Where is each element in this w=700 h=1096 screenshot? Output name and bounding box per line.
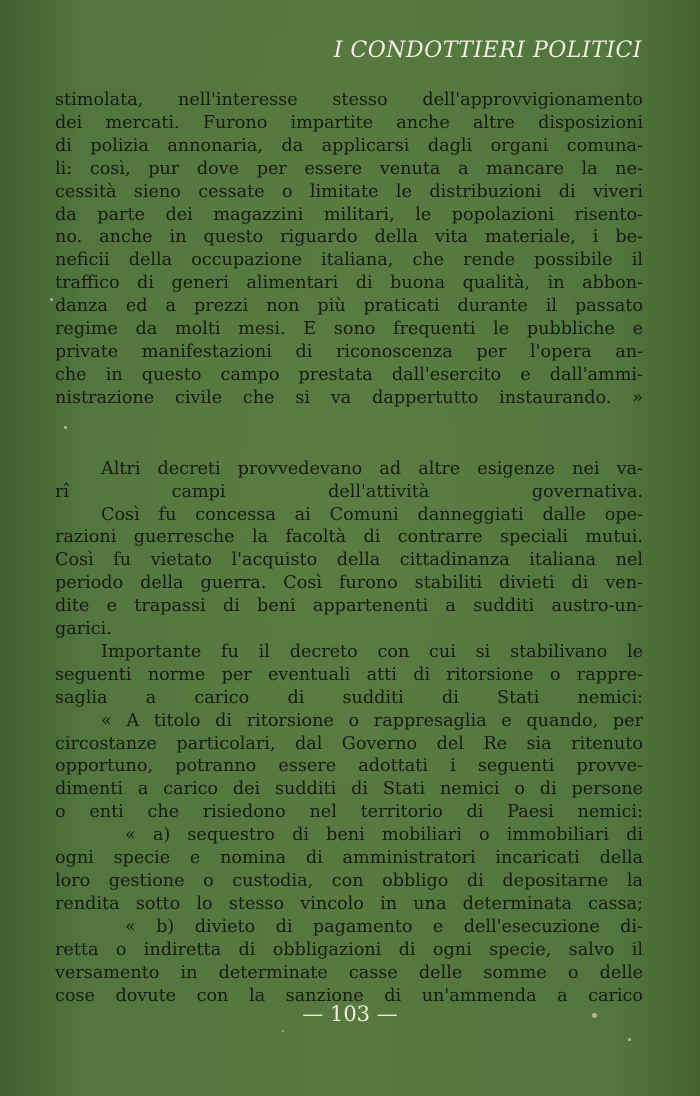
body-text [55, 89, 643, 1007]
paragraph-3: Così fu concessa ai Comuni danneggiati dalle ope- razioni guerresche la facoltà di contrarre speciali mutui. Così fu vietato l'acquisto della cittadinanza italiana nel periodo della guerra. Così furono stabiliti divieti di ven- dite e trapassi di beni appartenenti a sudditi austro-un- garici. [55, 504, 643, 640]
running-head: I CONDOTTIERI POLITICI [333, 38, 642, 63]
paragraph-4: Importante fu il decreto con cui si stabilivano le seguenti norme per eventuali atti di ritorsione o rappre- saglia a carico di sudditi di Stati nemici: [55, 641, 643, 708]
paragraph-1: stimolata, nell'interesse stesso dell'approvvigionamento dei mercati. Furono impartite anche altre disposizioni di polizia annonaria, da applicarsi dagli organi comuna- li: così, pur dove per essere venuta a mancare la ne- cessità sieno cessate o limitate le distribuzioni di viveri da parte dei magazzini militari, le popolazioni risento- no. anche in questo riguardo della vita materiale, i be- neficii della occupazione italiana, che rende possibile il traffico di generi alimentari di buona qualità, in abbon- danza ed a prezzi non più praticati durante il passato regime da molti mesi. E sono frequenti le pubbliche e private manifestazioni di riconoscenza per l'opera an- che in questo campo prestata dall'esercito e dall'ammi- nistrazione civile che si va dappertutto instaurando. » [55, 90, 643, 408]
paragraph-2: Altri decreti provvedevano ad altre esigenze nei va- rî campi dell'attività governativa. [55, 458, 643, 502]
paragraph-gap [55, 410, 643, 458]
paper-speck [64, 426, 67, 429]
paper-speck [628, 1038, 631, 1041]
paper-speck [592, 1013, 597, 1018]
paragraph-6-item-a: « a) sequestro di beni mobiliari o immobiliari di ogni specie e nomina di amministratori incaricati della loro gestione o custodia, con obbligo di depositarne la rendita sotto lo stesso vincolo in una determinata cassa; [55, 825, 643, 914]
paragraph-7-item-b: « b) divieto di pagamento e dell'esecuzione di- retta o indiretta di obbligazioni di ogni specie, salvo il versamento in determinate casse delle somme o delle cose dovute con la sanzione di un'ammenda a carico [55, 916, 643, 1006]
paragraph-5-quote: « A titolo di ritorsione o rappresaglia e quando, per circostanze particolari, dal Governo del Re sia ritenuto opportuno, potranno essere adottati i seguenti provve- dimenti a carico dei sudditi di Stati nemici o di persone o enti che risiedono nel territorio di Paesi nemici: [55, 710, 643, 823]
paper-speck [282, 1030, 284, 1032]
page-number: — 103 — [302, 1002, 398, 1026]
paper-speck [50, 298, 53, 301]
